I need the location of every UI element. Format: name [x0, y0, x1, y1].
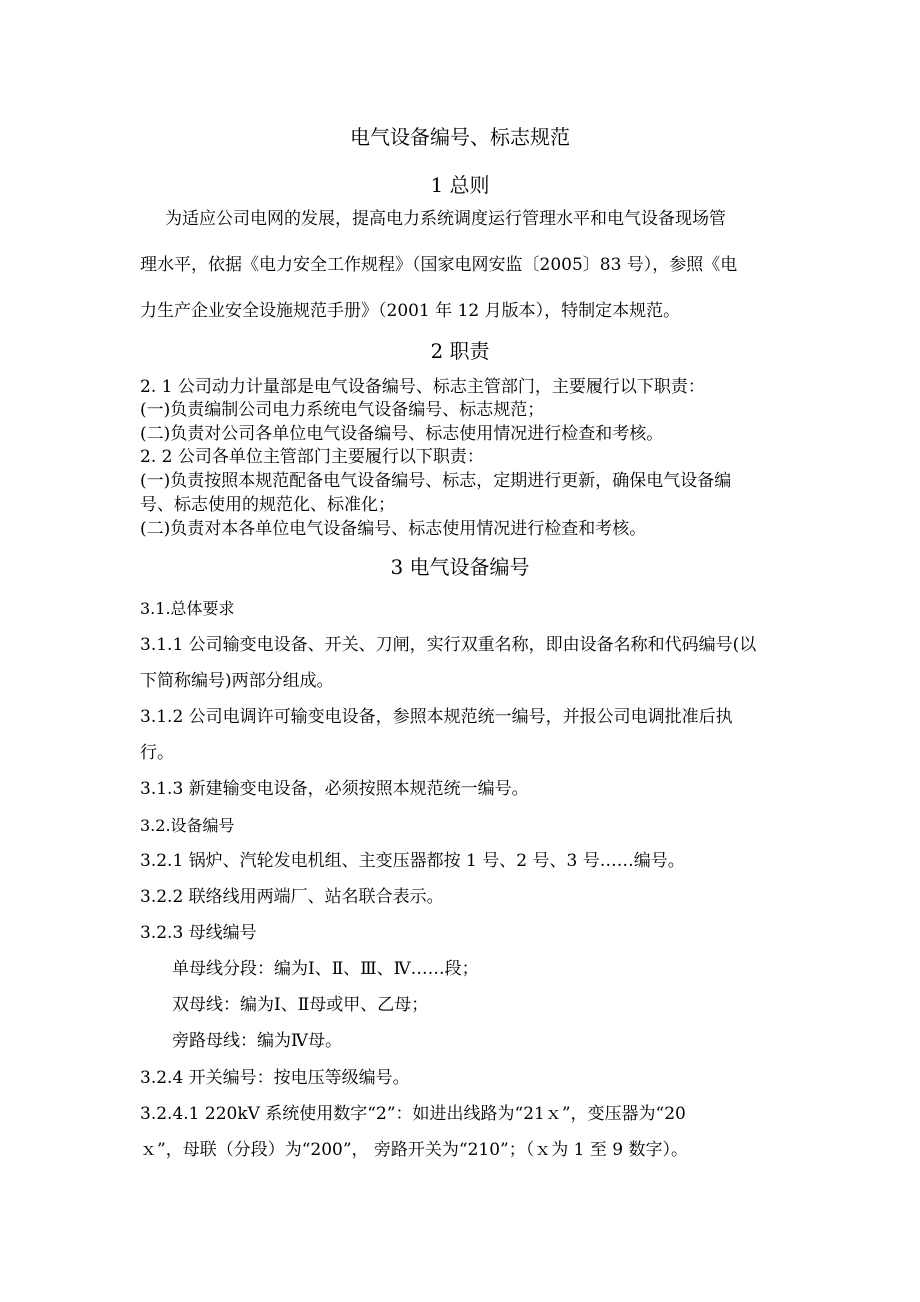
paragraph-line: ｘ”，母联（分段）为“200”， 旁路开关为“210”；（ｘ为 1 至 9 数字）。: [140, 1140, 688, 1160]
paragraph-line: 3.2.4.1 220kV 系统使用数字“2”：如进出线路为“21ｘ”，变压器为“20: [140, 1104, 686, 1124]
paragraph-line: 2. 2 公司各单位主管部门主要履行以下职责：: [140, 447, 484, 467]
paragraph-line: (二)负责对公司各单位电气设备编号、标志使用情况进行检查和考核。: [140, 424, 664, 444]
paragraph-line: 3.2.3 母线编号: [140, 923, 257, 943]
paragraph-line: 3.2.1 锅炉、汽轮发电机组、主变压器都按 1 号、2 号、3 号……编号。: [140, 851, 685, 871]
paragraph-line: 旁路母线：编为Ⅳ母。: [172, 1031, 342, 1051]
section-2-heading: 2 职责: [430, 339, 490, 363]
paragraph-line: 单母线分段：编为Ⅰ、Ⅱ、Ⅲ、Ⅳ……段；: [172, 959, 479, 979]
paragraph-line: 理水平，依据《电力安全工作规程》（国家电网安监〔2005〕83 号），参照《电: [140, 255, 738, 275]
paragraph-line: (一)负责编制公司电力系统电气设备编号、标志规范；: [140, 400, 545, 420]
section-3-heading: 3 电气设备编号: [390, 555, 530, 579]
subsection-heading: 3.1.总体要求: [140, 599, 235, 618]
paragraph-line: 3.2.2 联络线用两端厂、站名联合表示。: [140, 887, 444, 907]
paragraph-line: 为适应公司电网的发展，提高电力系统调度运行管理水平和电气设备现场管: [148, 209, 726, 229]
paragraph-line: 3.1.1 公司输变电设备、开关、刀闸，实行双重名称，即由设备名称和代码编号(以: [140, 635, 757, 655]
paragraph-line: 行。: [140, 743, 174, 763]
paragraph-line: 2. 1 公司动力计量部是电气设备编号、标志主管部门，主要履行以下职责：: [140, 377, 705, 397]
paragraph-line: (一)负责按照本规范配备电气设备编号、标志，定期进行更新，确保电气设备编: [140, 471, 732, 491]
paragraph-line: 下简称编号)两部分组成。: [140, 671, 334, 691]
document-title: 电气设备编号、标志规范: [350, 125, 570, 149]
paragraph-line: 号、标志使用的规范化、标准化；: [140, 495, 395, 515]
paragraph-line: (二)负责对本各单位电气设备编号、标志使用情况进行检查和考核。: [140, 519, 647, 539]
paragraph-line: 3.1.2 公司电调许可输变电设备，参照本规范统一编号，并报公司电调批准后执: [140, 707, 733, 727]
subsection-heading: 3.2.设备编号: [140, 816, 235, 835]
paragraph-line: 3.1.3 新建输变电设备，必须按照本规范统一编号。: [140, 779, 529, 799]
paragraph-line: 双母线：编为Ⅰ、Ⅱ母或甲、乙母；: [172, 995, 429, 1015]
paragraph-line: 力生产企业安全设施规范手册》（2001 年 12 月版本），特制定本规范。: [140, 301, 681, 321]
paragraph-line: 3.2.4 开关编号：按电压等级编号。: [140, 1068, 410, 1088]
section-1-heading: 1 总则: [430, 173, 490, 197]
